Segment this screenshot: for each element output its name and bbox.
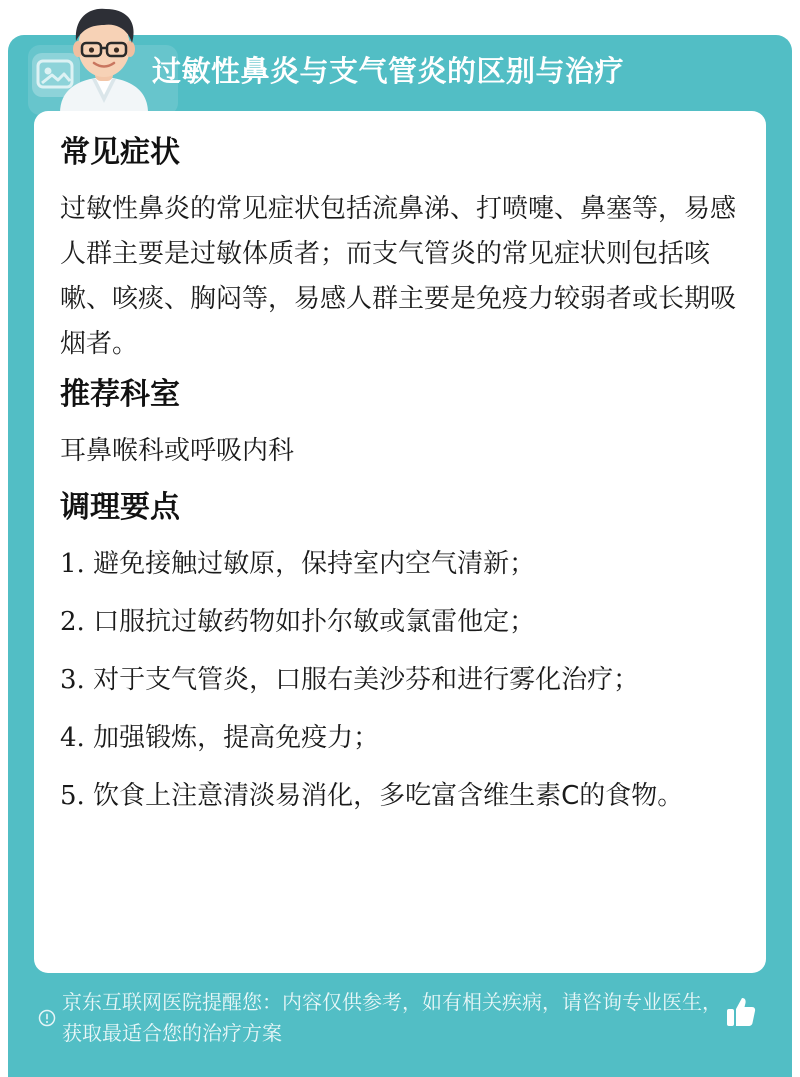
list-item-number: 2. (60, 607, 85, 637)
section-title-symptoms: 常见症状 (60, 135, 180, 170)
list-item-text: 饮食上注意清淡易消化，多吃富含维生素C的食物。 (93, 781, 684, 811)
department-text: 耳鼻喉科或呼吸内科 (60, 436, 295, 466)
section-title-care: 调理要点 (60, 490, 180, 525)
list-item-number: 4. (60, 723, 85, 753)
list-item-text: 避免接触过敏原，保持室内空气清新； (93, 549, 536, 579)
list-item-number: 1. (60, 549, 85, 579)
doctor-avatar-icon (46, 7, 162, 113)
list-item-number: 3. (60, 665, 85, 695)
list-item (60, 716, 740, 761)
list-item-text: 口服抗过敏药物如扑尔敏或氯雷他定； (93, 607, 536, 637)
list-item-number: 5. (60, 781, 85, 811)
thumbs-up-icon[interactable] (724, 995, 758, 1029)
list-item-text: 对于支气管炎，口服右美沙芬和进行雾化治疗； (93, 665, 640, 695)
page-title: 过敏性鼻炎与支气管炎的区别与治疗 (152, 54, 625, 88)
disclaimer-text: 京东互联网医院提醒您：内容仅供参考，如有相关疾病，请咨询专业医生，获取最适合您的治疗方案 (62, 990, 722, 1045)
list-item (60, 774, 740, 819)
list-item (60, 658, 740, 703)
info-icon (38, 1009, 56, 1027)
article-card (8, 35, 792, 1077)
list-item-text: 加强锻炼，提高免疫力； (93, 723, 380, 753)
list-item (60, 600, 740, 645)
content-panel (34, 111, 766, 973)
section-title-department: 推荐科室 (60, 377, 180, 412)
list-item (60, 542, 740, 587)
symptoms-text: 过敏性鼻炎的常见症状包括流鼻涕、打喷嚏、鼻塞等，易感人群主要是过敏体质者；而支气管炎的常见症状则包括咳嗽、咳痰、胸闷等，易感人群主要是免疫力较弱者或长期吸烟者。 (60, 194, 737, 359)
care-list (60, 542, 740, 819)
